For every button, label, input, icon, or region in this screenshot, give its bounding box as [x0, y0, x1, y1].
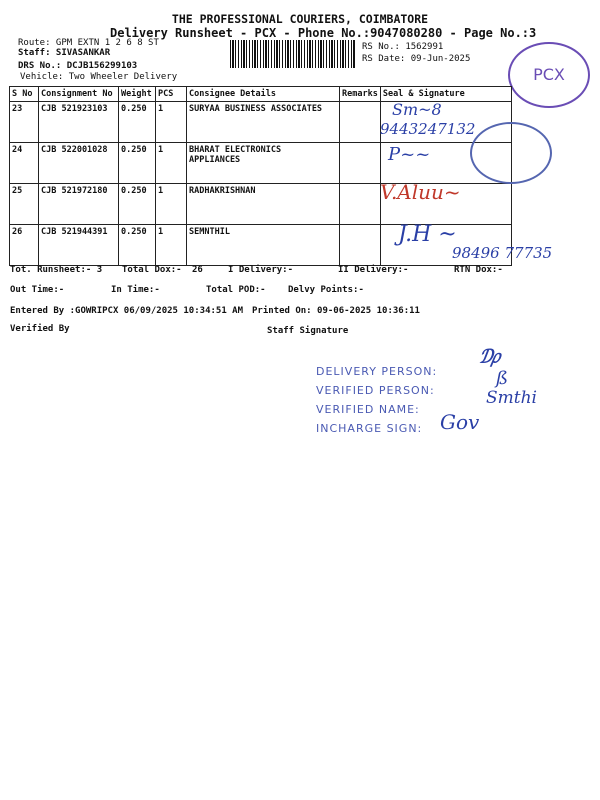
barcode-image — [230, 40, 355, 68]
route-label: Route: GPM EXTN 1 2 6 8 ST — [18, 38, 159, 48]
cell-weight: 0.250 — [119, 225, 156, 266]
cell-consignment: CJB 521944391 — [39, 225, 119, 266]
total-pod: Total POD:- — [206, 285, 266, 295]
i-delivery: I Delivery:- — [228, 265, 294, 275]
delvy-points: Delvy Points:- — [288, 285, 364, 295]
cell-consignee: SEMNTHIL — [187, 225, 340, 266]
company-name: THE PROFESSIONAL COURIERS, COIMBATORE — [171, 12, 429, 26]
cell-remarks — [340, 184, 381, 225]
cell-pcs: 1 — [156, 143, 187, 184]
stamp-line: INCHARGE SIGN: — [316, 422, 423, 435]
out-time: Out Time:- — [10, 285, 65, 295]
cell-remarks — [340, 102, 381, 143]
cell-consignee: SURYAA BUSINESS ASSOCIATES — [187, 102, 340, 143]
cell-consignment: CJB 521972180 — [39, 184, 119, 225]
table-row — [10, 143, 512, 184]
col-consignee: Consignee Details — [187, 87, 340, 102]
total-dox-label: Total Dox:- — [122, 265, 182, 275]
runsheet-title: Delivery Runsheet - PCX - Phone No.:9047080280 - Page No.:3 — [110, 26, 537, 40]
cell-pcs: 1 — [156, 184, 187, 225]
entered-by: Entered By :GOWRIPCX 06/09/2025 10:34:51 AM — [10, 306, 243, 316]
cell-weight: 0.250 — [119, 143, 156, 184]
cell-consignee: BHARAT ELECTRONICS APPLIANCES — [187, 143, 340, 184]
signature-scribble: ₯ — [480, 344, 502, 368]
rs-date: RS Date: 09-Jun-2025 — [362, 54, 471, 64]
col-remarks: Remarks — [340, 87, 381, 102]
cell-remarks — [340, 225, 381, 266]
printed-on: Printed On: 09-06-2025 10:36:11 — [252, 306, 420, 316]
total-dox-value: 26 — [192, 265, 203, 275]
cell-sno: 25 — [10, 184, 39, 225]
cell-consignment: CJB 522001028 — [39, 143, 119, 184]
cell-weight: 0.250 — [119, 102, 156, 143]
signature-scribble: V.Aluu~ — [380, 180, 461, 204]
signature-scribble: Gov — [440, 410, 480, 434]
signature-scribble: ß — [496, 368, 509, 389]
cell-consignee: RADHAKRISHNAN — [187, 184, 340, 225]
staff-label: Staff: SIVASANKAR — [18, 48, 111, 58]
cell-pcs: 1 — [156, 225, 187, 266]
cell-consignment: CJB 521923103 — [39, 102, 119, 143]
cell-sno: 24 — [10, 143, 39, 184]
signature-scribble: P~~ — [388, 144, 431, 165]
col-consignment: Consignment No — [39, 87, 119, 102]
stamp-line: VERIFIED NAME: — [316, 403, 420, 416]
rtn-dox: RTN Dox:- — [454, 265, 503, 275]
cell-weight: 0.250 — [119, 184, 156, 225]
pcx-stamp: PCX — [508, 42, 590, 108]
col-sno: S No — [10, 87, 39, 102]
stamp-line: VERIFIED PERSON: — [316, 384, 435, 397]
col-seal-signature: Seal & Signature — [380, 87, 511, 102]
cell-sno: 26 — [10, 225, 39, 266]
col-pcs: PCS — [156, 87, 187, 102]
cell-sno: 23 — [10, 102, 39, 143]
staff-signature: Staff Signature — [267, 326, 349, 336]
vehicle-label: Vehicle: Two Wheeler Delivery — [20, 72, 178, 82]
rs-number: RS No.: 1562991 — [362, 42, 444, 52]
signature-scribble: Smthi — [486, 388, 537, 408]
verified-by: Verified By — [10, 324, 70, 334]
col-weight: Weight — [119, 87, 156, 102]
verification-stamp — [316, 362, 437, 438]
ii-delivery: II Delivery:- — [338, 265, 409, 275]
tot-runsheet: Tot. Runsheet:- 3 — [10, 265, 103, 275]
drs-number: DRS No.: DCJB156299103 — [18, 61, 138, 71]
signature-scribble: Sm~8 — [392, 100, 442, 119]
handwritten-phone: 9443247132 — [380, 120, 476, 138]
company-seal — [470, 122, 552, 184]
signature-scribble: J.H ~ — [398, 222, 457, 247]
cell-pcs: 1 — [156, 102, 187, 143]
cell-remarks — [340, 143, 381, 184]
handwritten-phone: 98496 77735 — [452, 244, 553, 262]
stamp-line: DELIVERY PERSON: — [316, 365, 438, 378]
in-time: In Time:- — [111, 285, 160, 295]
